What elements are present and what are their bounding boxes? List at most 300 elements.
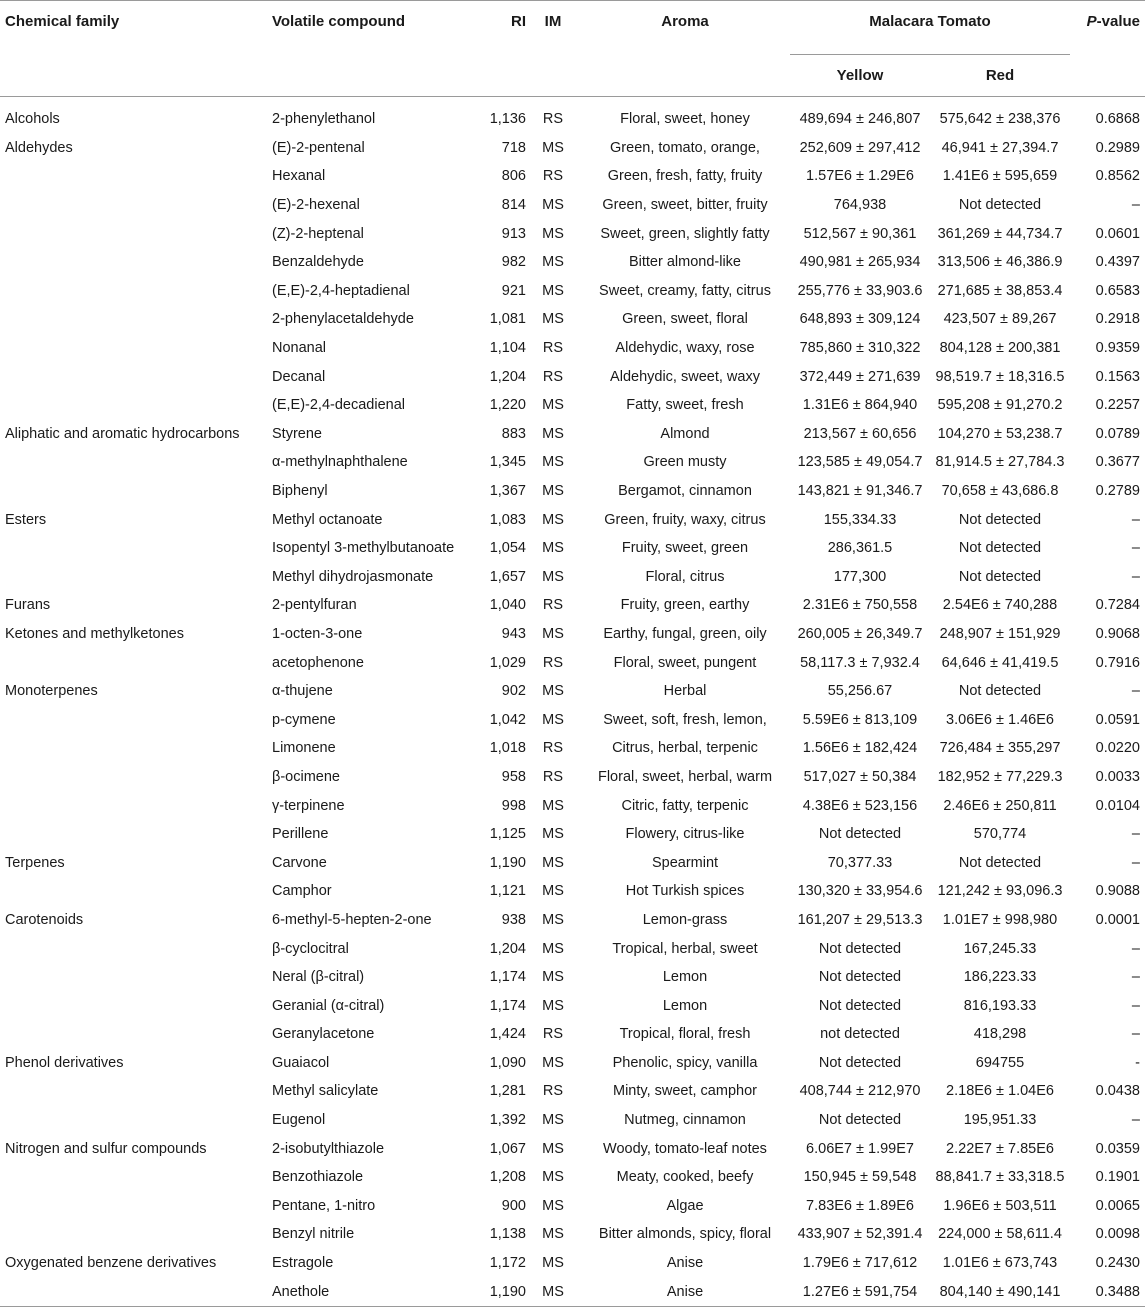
table-row — [0, 820, 1145, 849]
cell-chemical-family — [0, 734, 267, 763]
cell-p-value: – — [1131, 197, 1140, 214]
cell-ri: 806 — [501, 168, 526, 185]
cell-p-value: 0.7916 — [1095, 654, 1140, 671]
cell-aroma: Hot Turkish spices — [625, 883, 745, 900]
cell-p-value: – — [1131, 683, 1140, 700]
cell-chemical-family — [0, 1192, 267, 1221]
cell-volatile-compound: Geranial (α-citral) — [272, 997, 385, 1014]
cell-aroma: Green musty — [643, 454, 727, 471]
cell-im: MS — [542, 969, 564, 986]
cell-im: RS — [542, 768, 564, 785]
table-row — [0, 334, 1145, 363]
cell-yellow: 161,207 ± 29,513.3 — [797, 911, 923, 928]
cell-ri: 958 — [501, 768, 526, 785]
cell-yellow: 512,567 ± 90,361 — [803, 225, 917, 242]
cell-red: 98,519.7 ± 18,316.5 — [935, 368, 1065, 385]
cell-im: MS — [542, 1226, 564, 1243]
cell-volatile-compound: 6-methyl-5-hepten-2-one — [272, 911, 432, 928]
cell-red: 570,774 — [973, 826, 1027, 843]
table-row — [0, 877, 1145, 906]
table-row — [0, 763, 1145, 792]
cell-volatile-compound: (E,E)-2,4-heptadienal — [272, 282, 410, 299]
cell-p-value: – — [1131, 1026, 1140, 1043]
cell-volatile-compound: 2-isobutylthiazole — [272, 1140, 385, 1157]
cell-p-value: 0.0098 — [1095, 1226, 1140, 1243]
table-row — [0, 591, 1145, 620]
cell-yellow: 252,609 ± 297,412 — [799, 139, 921, 156]
cell-volatile-compound: Neral (β-citral) — [272, 969, 365, 986]
cell-im: MS — [542, 254, 564, 271]
cell-ri: 943 — [501, 625, 526, 642]
cell-yellow: 2.31E6 ± 750,558 — [802, 597, 918, 614]
cell-red: 46,941 ± 27,394.7 — [941, 139, 1059, 156]
cell-im: MS — [542, 797, 564, 814]
header-p-value-italic: P — [1086, 13, 1097, 30]
cell-aroma: Sweet, soft, fresh, lemon, — [603, 711, 767, 728]
cell-yellow: 6.06E7 ± 1.99E7 — [806, 1140, 914, 1157]
cell-ri: 938 — [501, 911, 526, 928]
cell-p-value: 0.3677 — [1095, 454, 1140, 471]
cell-ri: 1,083 — [489, 511, 526, 528]
cell-chemical-family — [0, 1106, 267, 1135]
cell-yellow: 7.83E6 ± 1.89E6 — [806, 1197, 914, 1214]
cell-p-value: 0.6868 — [1095, 111, 1140, 128]
cell-ri: 814 — [501, 197, 526, 214]
cell-im: RS — [542, 168, 564, 185]
cell-yellow: 764,938 — [833, 197, 887, 214]
cell-p-value: 0.0065 — [1095, 1197, 1140, 1214]
table-row — [0, 734, 1145, 763]
cell-volatile-compound: 2-pentylfuran — [272, 597, 357, 614]
cell-aroma: Citric, fatty, terpenic — [621, 797, 749, 814]
table-row — [0, 1277, 1145, 1306]
cell-ri: 1,220 — [489, 397, 526, 414]
cell-yellow: Not detected — [818, 1054, 902, 1071]
cell-red: 186,223.33 — [963, 969, 1037, 986]
cell-chemical-family — [0, 191, 267, 220]
cell-aroma: Green, fresh, fatty, fruity — [607, 168, 763, 185]
cell-yellow: Not detected — [818, 1112, 902, 1129]
cell-red: 804,140 ± 490,141 — [930, 1277, 1070, 1306]
cell-volatile-compound: α-thujene — [272, 683, 333, 700]
cell-chemical-family — [0, 162, 267, 191]
cell-yellow: 1.27E6 ± 591,754 — [790, 1277, 930, 1306]
cell-p-value: 0.2789 — [1095, 483, 1140, 500]
cell-red: 313,506 ± 46,386.9 — [937, 254, 1063, 271]
cell-aroma: Algae — [666, 1197, 704, 1214]
cell-im: MS — [542, 711, 564, 728]
cell-red: 575,642 ± 238,376 — [939, 111, 1061, 128]
cell-p-value: 0.1563 — [1095, 368, 1140, 385]
cell-ri: 1,204 — [489, 368, 526, 385]
cell-p-value: - — [1135, 1054, 1140, 1071]
cell-volatile-compound: (E)-2-hexenal — [272, 197, 360, 214]
cell-ri: 1,174 — [489, 969, 526, 986]
cell-im: MS — [542, 197, 564, 214]
cell-im: MS — [542, 1054, 564, 1071]
cell-im: MS — [542, 397, 564, 414]
cell-red: Not detected — [958, 511, 1042, 528]
cell-red: 1.41E6 ± 595,659 — [942, 168, 1058, 185]
cell-red: 182,952 ± 77,229.3 — [937, 768, 1063, 785]
cell-volatile-compound: Styrene — [272, 425, 322, 442]
cell-aroma: Meaty, cooked, beefy — [616, 1169, 754, 1186]
cell-ri: 998 — [501, 797, 526, 814]
table-row — [0, 934, 1145, 963]
cell-red: 423,507 ± 89,267 — [943, 311, 1057, 328]
cell-red: 804,128 ± 200,381 — [939, 340, 1061, 357]
cell-im: RS — [542, 654, 564, 671]
cell-yellow: 213,567 ± 60,656 — [803, 425, 917, 442]
cell-p-value: – — [1131, 511, 1140, 528]
header-spacer — [0, 97, 1145, 106]
cell-p-value: 0.0601 — [1095, 225, 1140, 242]
table-body — [0, 97, 1145, 1307]
cell-im: RS — [542, 111, 564, 128]
cell-p-value: – — [1131, 969, 1140, 986]
table-row — [0, 620, 1145, 649]
table-row — [0, 563, 1145, 592]
cell-aroma: Bergamot, cinnamon — [618, 483, 752, 500]
table-row — [0, 1106, 1145, 1135]
cell-aroma: Lemon — [662, 997, 708, 1014]
cell-volatile-compound: Isopentyl 3-methylbutanoate — [272, 540, 455, 557]
cell-ri: 1,067 — [489, 1140, 526, 1157]
cell-im: MS — [542, 311, 564, 328]
cell-im: MS — [542, 540, 564, 557]
cell-red: 2.46E6 ± 250,811 — [943, 797, 1057, 814]
cell-ri: 1,281 — [489, 1083, 526, 1100]
cell-volatile-compound: Nonanal — [272, 340, 327, 357]
table-row — [0, 1192, 1145, 1221]
cell-p-value: 0.0789 — [1095, 425, 1140, 442]
cell-im: MS — [542, 425, 564, 442]
cell-im: RS — [542, 1083, 564, 1100]
cell-chemical-family — [0, 820, 267, 849]
cell-red: 224,000 ± 58,611.4 — [938, 1226, 1062, 1243]
cell-yellow: 490,981 ± 265,934 — [799, 254, 921, 271]
cell-chemical-family — [0, 219, 267, 248]
cell-yellow: 1.31E6 ± 864,940 — [802, 397, 918, 414]
cell-chemical-family — [0, 391, 267, 420]
cell-aroma: Lemon — [662, 969, 708, 986]
cell-chemical-family — [0, 248, 267, 277]
cell-p-value: 0.0033 — [1095, 768, 1140, 785]
cell-chemical-family — [0, 877, 267, 906]
cell-p-value: 0.9359 — [1095, 340, 1140, 357]
cell-yellow: Not detected — [818, 969, 902, 986]
cell-chemical-family — [0, 1220, 267, 1249]
cell-yellow: 408,744 ± 212,970 — [799, 1083, 921, 1100]
cell-volatile-compound: Carvone — [272, 854, 327, 871]
cell-ri: 1,040 — [489, 597, 526, 614]
cell-im: MS — [542, 997, 564, 1014]
cell-ri: 1,121 — [489, 883, 526, 900]
cell-yellow: 177,300 — [833, 568, 887, 585]
cell-ri: 1,018 — [489, 740, 526, 757]
cell-volatile-compound: γ-terpinene — [272, 797, 345, 814]
cell-volatile-compound: Methyl dihydrojasmonate — [272, 568, 434, 585]
cell-ri: 718 — [501, 139, 526, 156]
cell-ri: 982 — [501, 254, 526, 271]
cell-volatile-compound: acetophenone — [272, 654, 364, 671]
table-row — [0, 248, 1145, 277]
cell-volatile-compound: Methyl octanoate — [272, 511, 383, 528]
cell-p-value: 0.0001 — [1095, 911, 1140, 928]
cell-chemical-family: Nitrogen and sulfur compounds — [5, 1140, 207, 1157]
cell-chemical-family — [0, 705, 267, 734]
cell-aroma: Floral, sweet, herbal, warm — [597, 768, 773, 785]
cell-aroma: Almond — [660, 425, 710, 442]
table-row — [0, 1049, 1145, 1078]
cell-chemical-family: Furans — [5, 597, 51, 614]
cell-im: MS — [542, 1112, 564, 1129]
cell-p-value: 0.6583 — [1095, 282, 1140, 299]
cell-im: MS — [542, 454, 564, 471]
table-row — [0, 677, 1145, 706]
cell-ri: 900 — [501, 1197, 526, 1214]
table-row — [0, 505, 1145, 534]
cell-yellow: 143,821 ± 91,346.7 — [797, 483, 923, 500]
table-row — [0, 219, 1145, 248]
cell-chemical-family — [0, 448, 267, 477]
cell-chemical-family — [0, 963, 267, 992]
cell-ri: 1,657 — [489, 568, 526, 585]
table-row — [0, 534, 1145, 563]
cell-chemical-family — [0, 1077, 267, 1106]
cell-im: MS — [542, 1255, 564, 1272]
cell-yellow: 1.57E6 ± 1.29E6 — [806, 168, 914, 185]
cell-aroma: Green, fruity, waxy, citrus — [604, 511, 766, 528]
cell-p-value: 0.7284 — [1095, 597, 1140, 614]
cell-aroma: Anise — [666, 1255, 704, 1272]
cell-aroma: Green, sweet, bitter, fruity — [602, 197, 768, 214]
header-chemical-family: Chemical family — [0, 1, 267, 97]
cell-chemical-family: Esters — [5, 511, 47, 528]
cell-im: MS — [542, 225, 564, 242]
header-im: IM — [526, 1, 580, 97]
cell-aroma: Minty, sweet, camphor — [613, 1083, 757, 1100]
cell-aroma: Nutmeg, cinnamon — [624, 1112, 746, 1129]
header-volatile-compound: Volatile compound — [267, 1, 472, 97]
cell-yellow: 648,893 ± 309,124 — [799, 311, 921, 328]
cell-yellow: 155,334.33 — [823, 511, 897, 528]
cell-yellow: 150,945 ± 59,548 — [803, 1169, 917, 1186]
table-row — [0, 1220, 1145, 1249]
table-row — [0, 391, 1145, 420]
cell-chemical-family: Alcohols — [5, 111, 60, 128]
table-row — [0, 162, 1145, 191]
cell-p-value: 0.2989 — [1095, 139, 1140, 156]
cell-chemical-family: Monoterpenes — [5, 683, 98, 700]
cell-chemical-family: Terpenes — [5, 854, 65, 871]
cell-aroma: Floral, citrus — [645, 568, 725, 585]
cell-ri: 1,104 — [489, 340, 526, 357]
cell-aroma: Phenolic, spicy, vanilla — [612, 1054, 758, 1071]
cell-red: 271,685 ± 38,853.4 — [937, 282, 1063, 299]
cell-volatile-compound: (E,E)-2,4-decadienal — [272, 397, 405, 414]
cell-chemical-family: Carotenoids — [5, 911, 84, 928]
cell-red: 88,841.7 ± 33,318.5 — [935, 1169, 1065, 1186]
cell-volatile-compound: 2-phenylethanol — [272, 111, 376, 128]
table-row — [0, 105, 1145, 134]
cell-volatile-compound: Hexanal — [272, 168, 326, 185]
cell-volatile-compound: Biphenyl — [272, 483, 328, 500]
cell-aroma: Aldehydic, waxy, rose — [615, 340, 755, 357]
cell-p-value: 0.3488 — [1070, 1277, 1145, 1306]
cell-volatile-compound: Pentane, 1-nitro — [272, 1197, 376, 1214]
cell-yellow: 1.56E6 ± 182,424 — [802, 740, 918, 757]
cell-red: 195,951.33 — [963, 1112, 1037, 1129]
cell-p-value: 0.9068 — [1095, 625, 1140, 642]
cell-aroma: Bitter almonds, spicy, floral — [598, 1226, 772, 1243]
cell-im: MS — [542, 483, 564, 500]
cell-im: MS — [542, 1140, 564, 1157]
table-row — [0, 991, 1145, 1020]
cell-volatile-compound: Benzothiazole — [272, 1169, 364, 1186]
cell-aroma: Anise — [580, 1277, 790, 1306]
cell-aroma: Citrus, herbal, terpenic — [612, 740, 758, 757]
cell-yellow: 372,449 ± 271,639 — [799, 368, 921, 385]
cell-ri: 1,190 — [472, 1277, 526, 1306]
cell-chemical-family — [0, 648, 267, 677]
cell-volatile-compound: Guaiacol — [272, 1054, 330, 1071]
cell-ri: 1,392 — [489, 1112, 526, 1129]
cell-red: 64,646 ± 41,419.5 — [941, 654, 1059, 671]
cell-im: MS — [542, 883, 564, 900]
table-row — [0, 906, 1145, 935]
cell-p-value: 0.0591 — [1095, 711, 1140, 728]
cell-chemical-family: Phenol derivatives — [5, 1054, 124, 1071]
cell-yellow: 5.59E6 ± 813,109 — [802, 711, 918, 728]
cell-im: MS — [542, 1169, 564, 1186]
cell-ri: 1,190 — [489, 854, 526, 871]
cell-im: MS — [542, 911, 564, 928]
cell-red: 104,270 ± 53,238.7 — [937, 425, 1063, 442]
cell-ri: 921 — [501, 282, 526, 299]
cell-yellow: 517,027 ± 50,384 — [803, 768, 917, 785]
cell-ri: 1,138 — [489, 1226, 526, 1243]
header-p-value-suffix: -value — [1096, 13, 1140, 30]
cell-aroma: Floral, sweet, pungent — [613, 654, 757, 671]
cell-p-value: 0.2430 — [1095, 1255, 1140, 1272]
cell-red: 595,208 ± 91,270.2 — [937, 397, 1063, 414]
cell-chemical-family — [0, 1163, 267, 1192]
cell-yellow: 433,907 ± 52,391.4 — [797, 1226, 923, 1243]
cell-p-value: 0.0220 — [1095, 740, 1140, 757]
cell-ri: 1,174 — [489, 997, 526, 1014]
cell-aroma: Earthy, fungal, green, oily — [603, 625, 767, 642]
table-row — [0, 1077, 1145, 1106]
cell-p-value: – — [1131, 854, 1140, 871]
cell-aroma: Bitter almond-like — [628, 254, 741, 271]
cell-chemical-family: Ketones and methylketones — [5, 625, 184, 642]
cell-red: 2.22E7 ± 7.85E6 — [946, 1140, 1054, 1157]
cell-yellow: 4.38E6 ± 523,156 — [802, 797, 918, 814]
cell-chemical-family — [0, 991, 267, 1020]
cell-red: 70,658 ± 43,686.8 — [941, 483, 1059, 500]
table-row — [0, 1020, 1145, 1049]
cell-chemical-family — [0, 534, 267, 563]
cell-yellow: not detected — [820, 1026, 900, 1043]
cell-aroma: Green, tomato, orange, — [610, 139, 760, 156]
cell-aroma: Floral, sweet, honey — [620, 111, 750, 128]
cell-volatile-compound: Eugenol — [272, 1112, 326, 1129]
cell-p-value: 0.0438 — [1095, 1083, 1140, 1100]
cell-yellow: 123,585 ± 49,054.7 — [797, 454, 923, 471]
cell-aroma: Fatty, sweet, fresh — [626, 397, 744, 414]
cell-yellow: 70,377.33 — [827, 854, 893, 871]
cell-chemical-family: Aliphatic and aromatic hydrocarbons — [5, 425, 240, 442]
cell-volatile-compound: Camphor — [272, 883, 332, 900]
cell-ri: 1,367 — [489, 483, 526, 500]
cell-aroma: Fruity, sweet, green — [621, 540, 749, 557]
cell-p-value: – — [1131, 540, 1140, 557]
cell-red: 2.18E6 ± 1.04E6 — [946, 1083, 1054, 1100]
cell-yellow: 55,256.67 — [827, 683, 893, 700]
cell-aroma: Sweet, green, slightly fatty — [600, 225, 770, 242]
cell-p-value: 0.0104 — [1095, 797, 1140, 814]
cell-p-value: – — [1131, 568, 1140, 585]
cell-volatile-compound: p-cymene — [272, 711, 336, 728]
cell-aroma: Woody, tomato-leaf notes — [603, 1140, 767, 1157]
cell-p-value: – — [1131, 997, 1140, 1014]
cell-volatile-compound: Benzyl nitrile — [272, 1226, 355, 1243]
cell-im: MS — [542, 511, 564, 528]
cell-im: MS — [542, 940, 564, 957]
cell-volatile-compound: 1-octen-3-one — [272, 625, 363, 642]
table-row — [0, 134, 1145, 163]
cell-red: 3.06E6 ± 1.46E6 — [946, 711, 1054, 728]
cell-chemical-family — [0, 334, 267, 363]
cell-yellow: 260,005 ± 26,349.7 — [797, 625, 923, 642]
cell-yellow: Not detected — [818, 940, 902, 957]
table-row — [0, 305, 1145, 334]
table-row — [0, 1163, 1145, 1192]
cell-aroma: Tropical, herbal, sweet — [612, 940, 758, 957]
cell-volatile-compound: Limonene — [272, 740, 336, 757]
cell-volatile-compound: Perillene — [272, 826, 329, 843]
cell-volatile-compound: (Z)-2-heptenal — [272, 225, 364, 242]
cell-im: MS — [542, 854, 564, 871]
cell-im: MS — [526, 1277, 580, 1306]
cell-volatile-compound: α-methylnaphthalene — [272, 454, 408, 471]
cell-ri: 1,204 — [489, 940, 526, 957]
cell-volatile-compound: Anethole — [267, 1277, 472, 1306]
cell-red: 726,484 ± 355,297 — [939, 740, 1061, 757]
cell-volatile-compound: β-ocimene — [272, 768, 340, 785]
cell-volatile-compound: Decanal — [272, 368, 326, 385]
cell-p-value: – — [1131, 940, 1140, 957]
cell-p-value: 0.4397 — [1095, 254, 1140, 271]
cell-im: MS — [542, 826, 564, 843]
cell-volatile-compound: 2-phenylacetaldehyde — [272, 311, 414, 328]
cell-chemical-family — [0, 362, 267, 391]
cell-ri: 1,424 — [489, 1026, 526, 1043]
cell-volatile-compound: (E)-2-pentenal — [272, 139, 365, 156]
cell-im: MS — [542, 568, 564, 585]
cell-im: RS — [542, 368, 564, 385]
cell-red: 1.96E6 ± 503,511 — [943, 1197, 1057, 1214]
cell-ri: 1,054 — [489, 540, 526, 557]
cell-aroma: Aldehydic, sweet, waxy — [610, 368, 760, 385]
cell-chemical-family — [0, 934, 267, 963]
cell-yellow: 785,860 ± 310,322 — [799, 340, 921, 357]
table-row — [0, 448, 1145, 477]
cell-red: Not detected — [958, 540, 1042, 557]
cell-chemical-family — [0, 791, 267, 820]
cell-yellow: 58,117.3 ± 7,932.4 — [800, 654, 920, 671]
